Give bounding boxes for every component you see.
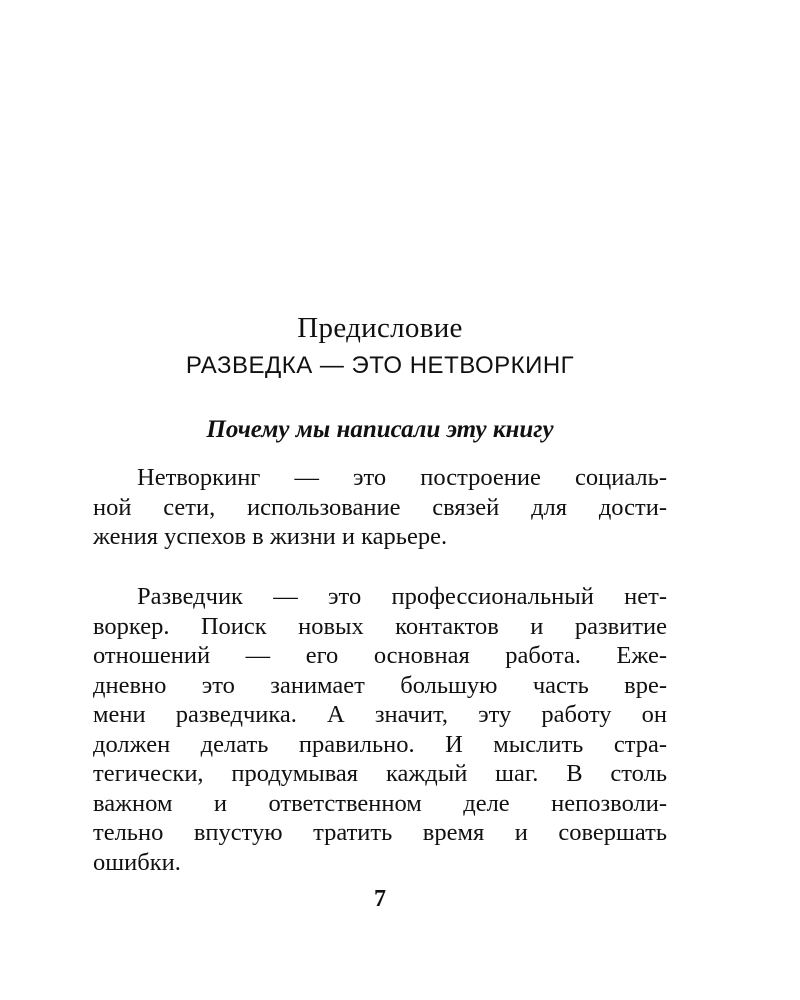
paragraph-2 xyxy=(93,582,667,877)
paragraph-line: Нетворкинг — это построение социаль- xyxy=(137,464,667,491)
paragraph-line: важном и ответственном деле непозволи- xyxy=(93,789,667,817)
paragraph-line: должен делать правильно. И мыслить стра- xyxy=(93,730,667,758)
paragraph-1 xyxy=(93,463,667,552)
page-number: 7 xyxy=(374,886,386,912)
paragraph-line: ошибки. xyxy=(93,848,181,876)
paragraph-line: ной сети, использование связей для дости- xyxy=(93,493,667,521)
paragraph-line: мени разведчика. А значит, эту работу он xyxy=(93,701,667,728)
paragraph-line: Разведчик — это профессиональный нет- xyxy=(137,583,667,610)
paragraph-line: тельно впустую тратить время и совершать xyxy=(93,819,667,846)
chapter-title: РАЗВЕДКА — ЭТО НЕТВОРКИНГ xyxy=(185,352,575,379)
section-subtitle: Почему мы написали эту книгу xyxy=(206,416,554,443)
paragraph-line: жения успехов в жизни и карьере. xyxy=(93,523,448,550)
paragraph-line: тегически, продумывая каждый шаг. В столь xyxy=(93,760,667,787)
chapter-label: Предисловие xyxy=(297,312,463,344)
paragraph-line: дневно это занимает большую часть вре- xyxy=(93,671,667,699)
paragraph-line: воркер. Поиск новых контактов и развитие xyxy=(93,612,667,640)
paragraph-line: отношений — его основная работа. Еже- xyxy=(93,642,667,669)
